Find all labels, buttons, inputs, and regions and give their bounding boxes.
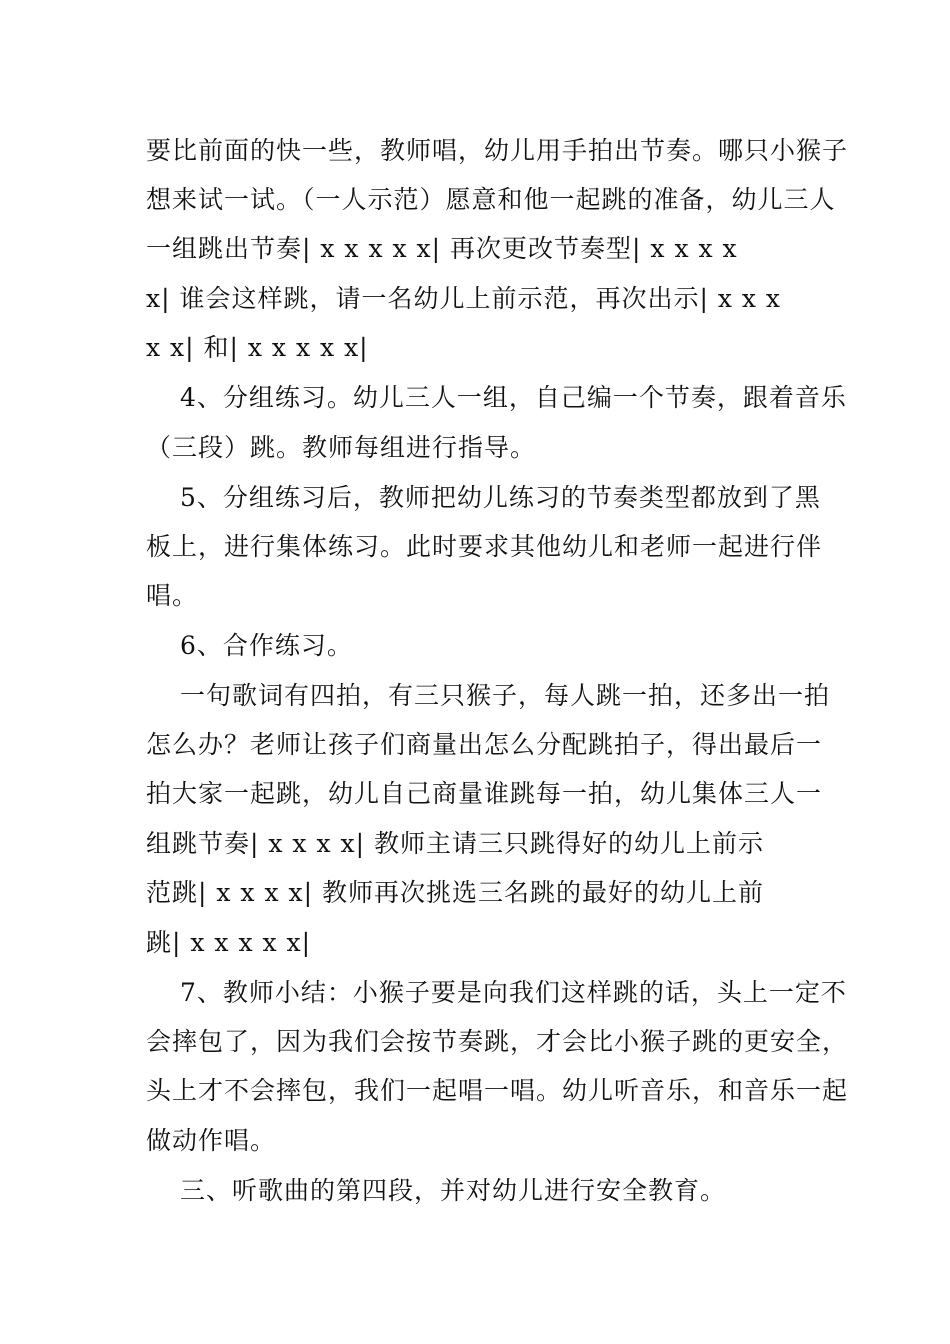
text-line: 拍大家一起跳，幼儿自己商量谁跳每一拍，幼儿集体三人一 (146, 779, 823, 808)
text-line: 唱。 (146, 581, 199, 610)
text-line: 组跳节奏| x x x x| 教师主请三只跳得好的幼儿上前示 (146, 829, 764, 858)
text-line: 做动作唱。 (146, 1126, 277, 1155)
text-line: 一句歌词有四拍，有三只猴子，每人跳一拍，还多出一拍 (180, 681, 831, 710)
text-line: 怎么办？老师让孩子们商量出怎么分配跳拍子，得出最后一 (146, 730, 823, 759)
text-line: 会摔包了，因为我们会按节奏跳，才会比小猴子跳的更安全， (146, 1027, 849, 1056)
text-line: （三段）跳。教师每组进行指导。 (146, 433, 537, 462)
text-line: 想来试一试。（一人示范）愿意和他一起跳的准备，幼儿三人 (146, 185, 836, 214)
text-line: x x| 和| x x x x x| (146, 333, 369, 362)
text-line: 三、听歌曲的第四段，并对幼儿进行安全教育。 (180, 1176, 727, 1205)
text-line: 6、合作练习。 (180, 631, 353, 660)
text-line: x| 谁会这样跳，请一名幼儿上前示范，再次出示| x x x (146, 284, 782, 313)
text-line: 头上才不会摔包，我们一起唱一唱。幼儿听音乐，和音乐一起 (146, 1076, 849, 1105)
text-line: 要比前面的快一些，教师唱，幼儿用手拍出节奏。哪只小猴子 (146, 136, 849, 165)
text-line: 4、分组练习。幼儿三人一组，自己编一个节奏，跟着音乐 (180, 383, 847, 412)
text-line: 5、分组练习后，教师把幼儿练习的节奏类型都放到了黑 (180, 483, 821, 512)
text-line: 板上，进行集体练习。此时要求其他幼儿和老师一起进行伴 (146, 532, 823, 561)
text-line: 7、教师小结：小猴子要是向我们这样跳的话，头上一定不 (180, 978, 847, 1007)
text-line: 跳| x x x x x| (146, 928, 312, 957)
text-line: 一组跳出节奏| x x x x x| 再次更改节奏型| x x x x (146, 234, 738, 263)
text-line: 范跳| x x x x| 教师再次挑选三名跳的最好的幼儿上前 (146, 878, 764, 907)
